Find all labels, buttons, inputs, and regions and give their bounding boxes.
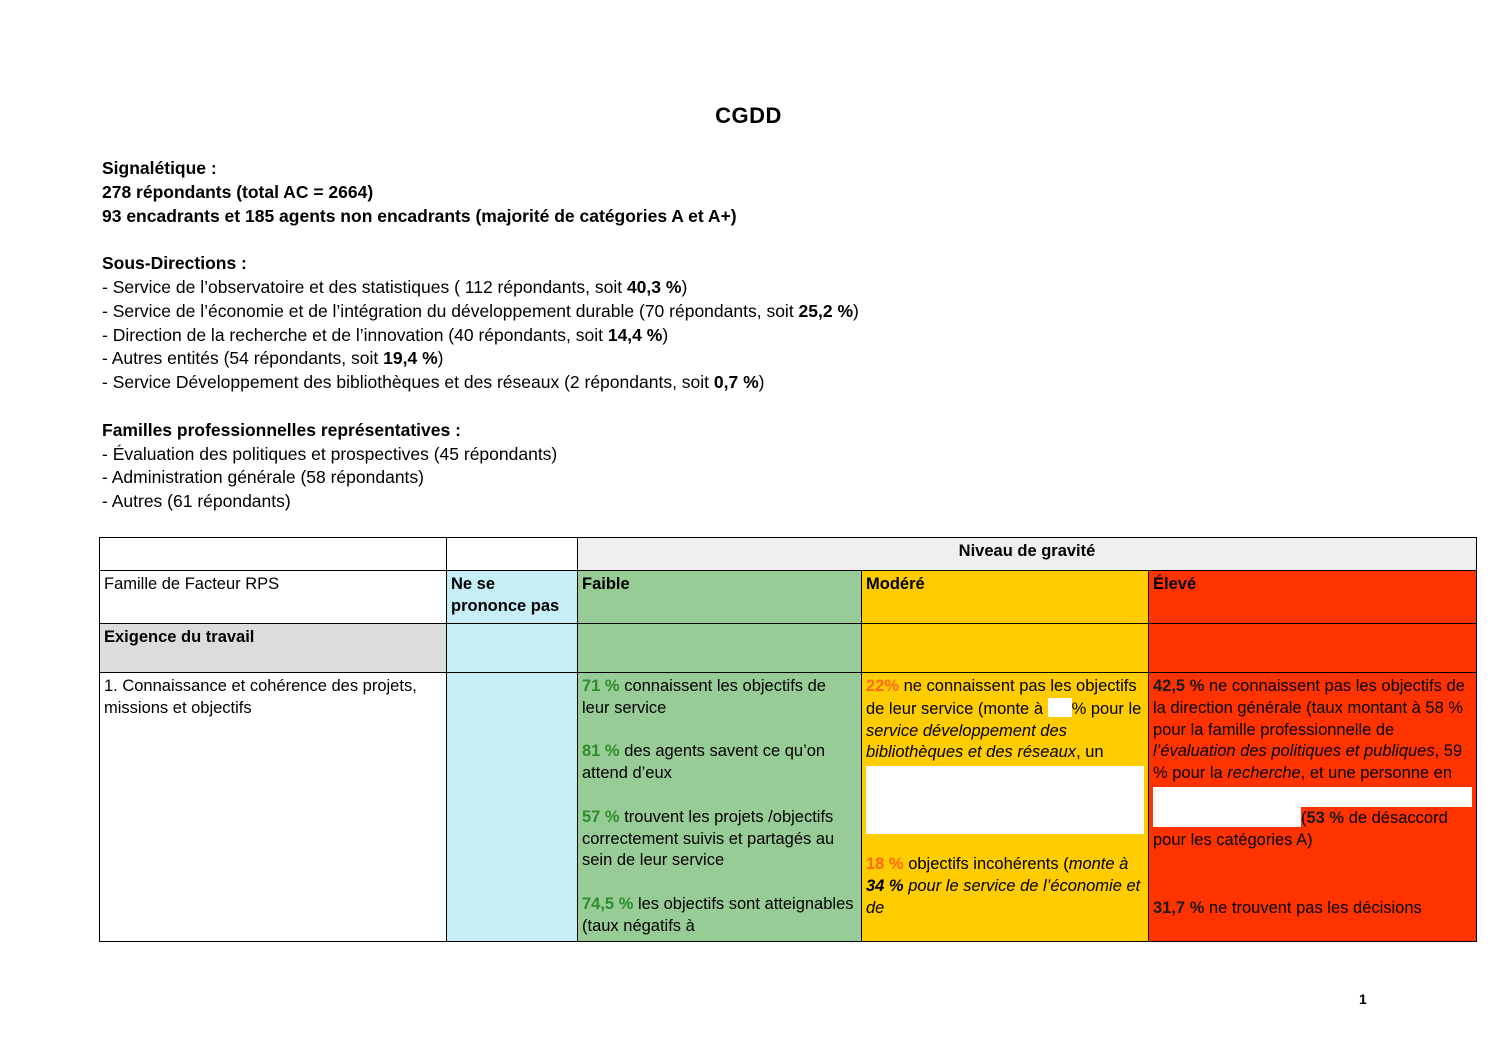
section-exigence-du-travail: Exigence du travail (100, 624, 447, 673)
sous-direction-item: - Service de l’économie et de l’intégration du développement durable (70 répondants, soit 25,2 %) (102, 300, 859, 321)
sous-direction-item: - Autres entités (54 répondants, soit 19,4 %) (102, 348, 444, 369)
rps-table (99, 537, 1477, 942)
empty-header-cell (100, 538, 447, 571)
page-number: 1 (1359, 991, 1367, 1007)
sous-directions-heading: Sous-Directions : (102, 253, 247, 274)
page-title: CGDD (715, 103, 782, 128)
eleve-item: 31,7 % ne trouvent pas les décisions (1153, 898, 1422, 917)
col-header-faible: Faible (578, 571, 862, 624)
section-cell-red (1149, 624, 1477, 673)
row-eleve-cell (1149, 673, 1477, 942)
section-cell-yellow (862, 624, 1149, 673)
eleve-item: (53 % de désaccord pour les catégories A) (1153, 807, 1472, 852)
empty-header-cell (447, 538, 578, 571)
modere-item: 22% ne connaissent pas les objectifs de leur service (monte à % pour le service développement des bibliothèques et des réseaux, un (866, 677, 1142, 762)
famille-item: - Évaluation des politiques et prospectives (45 répondants) (102, 443, 558, 464)
row-label-connaissance: 1. Connaissance et cohérence des projets, missions et objectifs (100, 673, 447, 942)
section-cell-blue (447, 624, 578, 673)
redacted-block (1153, 807, 1301, 827)
eleve-item: 42,5 % ne connaissent pas les objectifs de la direction générale (taux montant à 58 % pour la famille professionnelle de l’évaluation des politiques et publiques, 59 % pour la recherche, et une personne en (1153, 677, 1465, 783)
modere-item: 18 % objectifs incohérents (monte à 34 % pour le service de l’économie et de (866, 855, 1141, 917)
sous-direction-item: - Direction de la recherche et de l’innovation (40 répondants, soit 14,4 %) (102, 324, 669, 345)
faible-item: 74,5 % les objectifs sont atteignables (taux négatifs à (582, 894, 854, 935)
row-modere-cell (862, 673, 1149, 942)
signaletique-heading: Signalétique : (102, 158, 217, 178)
redacted-block (1048, 698, 1072, 717)
famille-item: - Autres (61 répondants) (102, 491, 291, 512)
signaletique-line-1: 278 répondants (total AC = 2664) (102, 181, 374, 202)
col-header-famille: Famille de Facteur RPS (100, 571, 447, 624)
faible-item: 71 % connaissent les objectifs de leur service (582, 677, 826, 717)
col-header-modere: Modéré (862, 571, 1149, 624)
col-header-ne-se-prononce: Ne se prononce pas (447, 571, 578, 624)
niveau-gravite-header: Niveau de gravité (578, 538, 1477, 571)
row-faible-cell (578, 673, 862, 942)
familles-heading: Familles professionnelles représentatives : (102, 419, 461, 440)
col-header-eleve: Élevé (1149, 571, 1477, 624)
sous-direction-item: - Service Développement des bibliothèques et des réseaux (2 répondants, soit 0,7 %) (102, 372, 765, 393)
section-cell-green (578, 624, 862, 673)
famille-item: - Administration générale (58 répondants) (102, 467, 424, 488)
faible-item: 81 % des agents savent ce qu’on attend d’eux (582, 742, 826, 783)
redacted-block (866, 766, 1144, 834)
row-ne-se-prononce-cell (447, 673, 578, 942)
intro-section (102, 157, 1402, 514)
sous-direction-item: - Service de l’observatoire et des statistiques ( 112 répondants, soit 40,3 %) (102, 276, 688, 297)
redacted-block (1153, 787, 1472, 807)
faible-item: 57 % trouvent les projets /objectifs correctement suivis et partagés au sein de leur service (582, 807, 835, 870)
signaletique-line-2: 93 encadrants et 185 agents non encadrants (majorité de catégories A et A+) (102, 205, 737, 226)
